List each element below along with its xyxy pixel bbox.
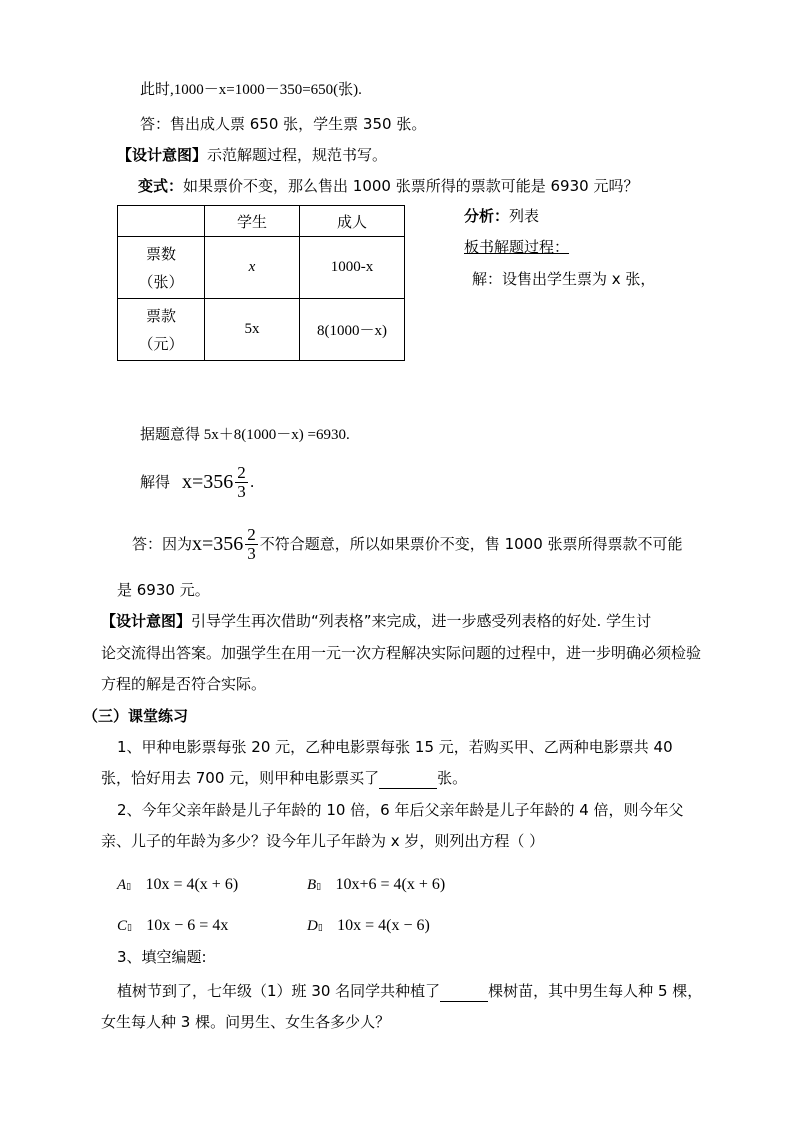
question-2: 2、今年父亲年龄是儿子年龄的 10 倍，6 年后父亲年龄是儿子年龄的 4 倍，则今年父 [117,801,684,819]
solution-line: 解得 x=356 $\frac{2}{3}$ . [140,460,255,504]
table-row-label: 票数 （张） [118,237,205,299]
table-cell: 5x [205,299,300,361]
line-remaining-tickets: 此时,1000－x=1000－350=650(张). [140,82,362,98]
variant-tag: 变式： [138,177,184,195]
fraction: $\frac{2}{3}$ [237,462,246,501]
blank [440,981,488,1002]
section-title: （三）课堂练习 [83,707,189,725]
question-3-text: 植树节到了，七年级（1）班 30 名同学共种植了 棵树苗，其中男生每人种 5 棵， [117,982,703,1000]
table-cell: 1000-x [300,237,405,299]
table-header-student: 学生 [205,206,300,237]
table-cell: 8(1000－x) [300,299,405,361]
solution-value: x=356 [182,471,234,493]
design-intent-2-line2: 论交流得出答案。加强学生在用一元一次方程解决实际问题的过程中，进一步明确必须检验 [101,644,702,662]
design-intent-1 [117,145,387,165]
question-1: 1、甲种电影票每张 20 元，乙种电影票每张 15 元，若购买甲、乙两种电影票共 40 [117,738,673,756]
equation-line: 据题意得 5x＋8(1000－x) =6930. [140,427,350,443]
solve-setup: 解：设售出学生票为 x 张， [472,270,656,288]
blank [379,768,437,789]
answer-2-cont: 是 6930 元。 [117,581,210,599]
question-1-cont: 张，恰好用去 700 元，则甲种电影票买了 张。 [101,769,468,787]
answer-1: 答：售出成人票 650 张，学生票 350 张。 [140,115,427,133]
board-title: 板书解题过程： [464,238,570,256]
design-intent-2: 【设计意图】引导学生再次借助“列表格”来完成，进一步感受列表格的好处. 学生讨 [101,612,652,630]
question-3-text-cont: 女生每人种 3 棵。问男生、女生各多少人？ [101,1013,391,1031]
ticket-table [117,205,405,361]
option-d: D▯ 10x = 4(x − 6) [307,917,430,934]
table-header-empty [118,206,205,237]
table-cell: x [205,237,300,299]
intent-tag: 【设计意图】 [117,146,208,164]
table-header-adult: 成人 [300,206,405,237]
variant-text: 如果票价不变，那么售出 1000 张票所得的票款可能是 6930 元吗？ [183,177,639,195]
option-b: B▯ 10x+6 = 4(x + 6) [307,876,446,893]
question-3: 3、填空编题: [117,948,207,966]
design-intent-2-line3: 方程的解是否符合实际。 [101,675,267,693]
intent-text: 示范解题过程，规范书写。 [207,146,388,164]
option-c: C▯ 10x − 6 = 4x [117,917,229,934]
analysis: 分析：列表 [464,207,540,225]
fraction: $\frac{2}{3}$ [247,524,256,563]
question-2-cont: 亲、儿子的年龄为多少？设今年儿子年龄为 x 岁，则列出方程（ ） [101,832,545,850]
table-row-label: 票款 （元） [118,299,205,361]
option-a: A▯ 10x = 4(x + 6) [117,876,239,893]
variant-question [138,176,638,196]
answer-2: 答：因为 x=356 $\frac{2}{3}$ 不符合题意，所以如果票价不变，售 1000 张票所得票款不可能 [132,524,683,563]
